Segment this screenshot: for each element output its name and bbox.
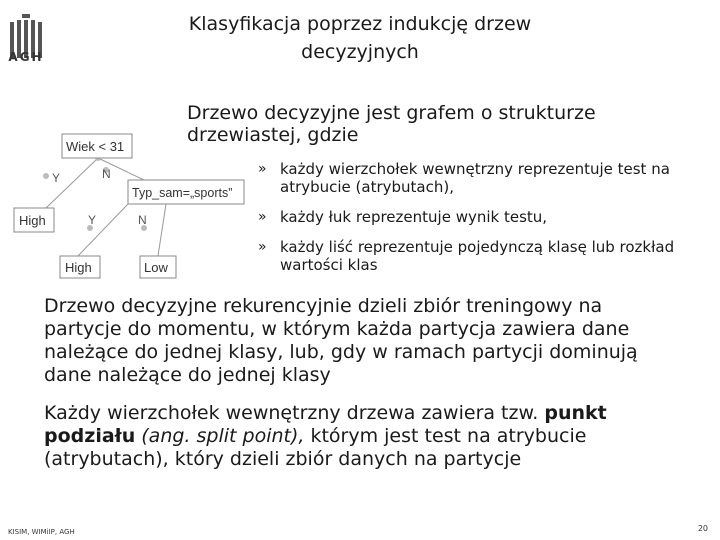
leaf-right-label: Low: [144, 260, 168, 275]
edge-no-label-1: N: [102, 167, 111, 181]
decision-tree-diagram: [10, 128, 250, 284]
edge-yes-label-1: Y: [52, 171, 61, 185]
para2-part1: Każdy wierzchołek wewnętrzny drzewa zawiera tzw.: [44, 402, 545, 424]
bullet-mark: »: [258, 209, 267, 225]
slide-title: Klasyfikacja poprzez indukcję drzew decyzyjnych: [188, 13, 532, 63]
bullet-list: [258, 160, 698, 286]
bullet-item: [258, 238, 698, 274]
bullet-item: [258, 208, 698, 226]
bullet-mark: »: [258, 161, 267, 177]
leaf-left-label: High: [19, 213, 46, 228]
para2-part2: którym jest test na atrybucie (atrybutach), który dzieli zbiór danych na partycje: [44, 425, 587, 470]
node-root-label: Wiek < 31: [66, 139, 125, 154]
paragraph-split-point: [44, 402, 684, 471]
paragraph-recursive-partitioning: Drzewo decyzyjne rekurencyjnie dzieli zbiór treningowy na partycje do momentu, w którym każda partycja zawiera dane należące do jednej klasy, lub, gdy w ramach partycji dominują dane należące do jednej klasy: [44, 295, 638, 386]
intro-text: Drzewo decyzyjne jest grafem o strukturze drzewiastej, gdzie: [187, 102, 596, 146]
bullet-text: każdy liść reprezentuje pojedynczą klasę lub rozkład wartości klas: [280, 238, 675, 274]
edge-yes-label-2: Y: [88, 213, 97, 227]
logo-text: AGH: [8, 50, 44, 64]
footer-source: KISIM, WIMiIP, AGH: [8, 528, 75, 536]
leaf-mid-label: High: [65, 260, 92, 275]
bullet-text: każdy łuk reprezentuje wynik testu,: [280, 208, 548, 226]
para2-italic: (ang. split point),: [135, 425, 305, 447]
bullet-mark: »: [258, 239, 267, 255]
edge-no-label-2: N: [138, 213, 147, 227]
bullet-item: [258, 160, 698, 196]
page-number: 20: [697, 524, 708, 533]
node-inner-label: Typ_sam=„sports”: [132, 186, 233, 200]
bullet-text: każdy wierzchołek wewnętrzny reprezentuje test na atrybucie (atrybutach),: [280, 160, 670, 196]
para2-bold: punkt podziału: [44, 402, 607, 447]
